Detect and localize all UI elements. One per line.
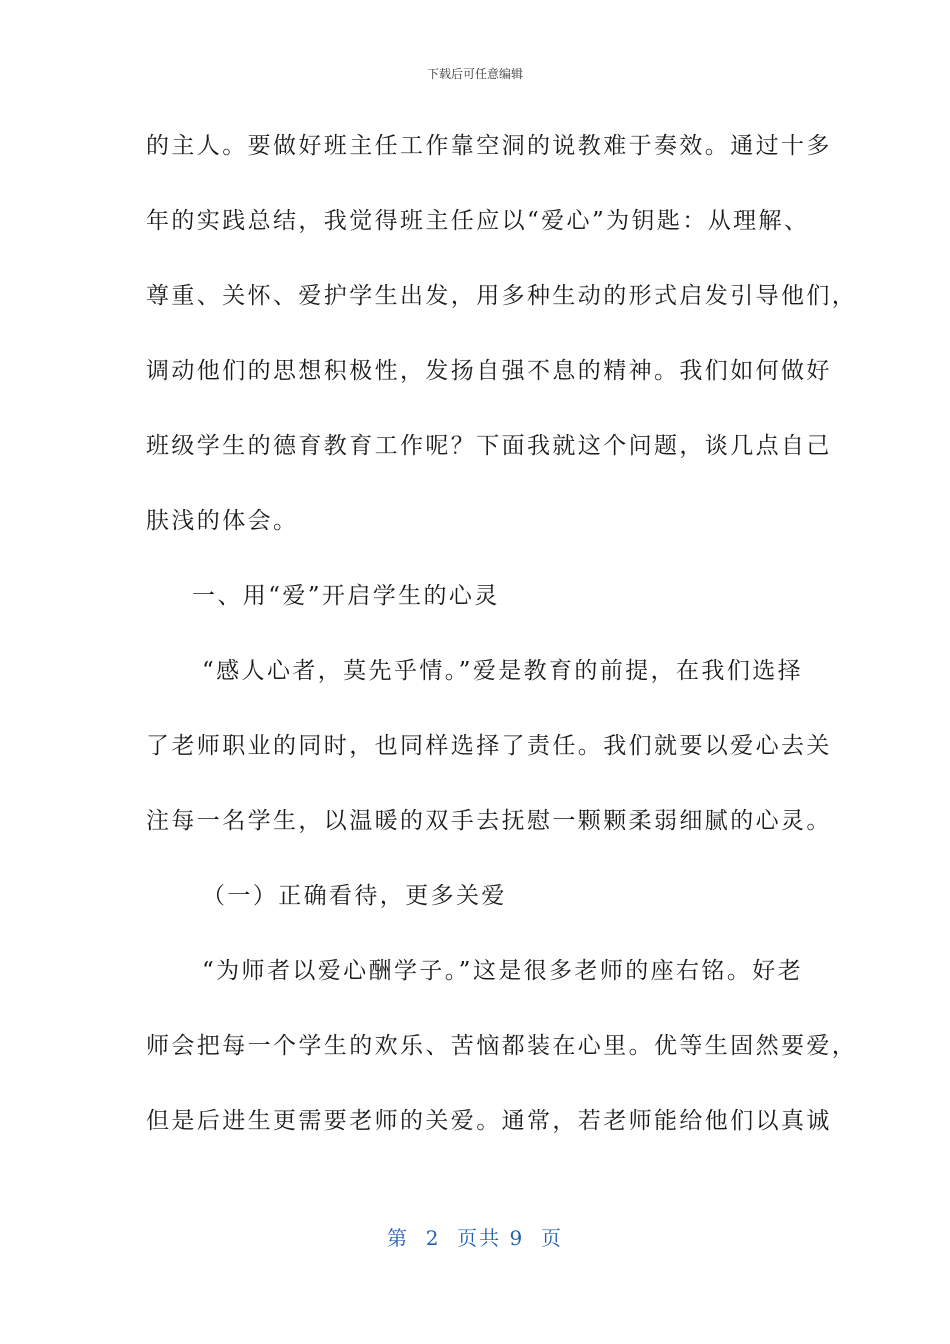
text-line: 师会把每一个学生的欢乐、苦恼都装在心里。优等生固然要爱， [146, 1033, 858, 1059]
subsection-heading: （一）正确看待，更多关爱 [202, 883, 507, 909]
document-body [146, 122, 858, 1172]
text-line: 但是后进生更需要老师的关爱。通常，若老师能给他们以真诚 [146, 1108, 832, 1134]
text-line: 注每一名学生，以温暖的双手去抚慰一颗颗柔弱细腻的心灵。 [146, 808, 832, 834]
text-line: 肤浅的体会。 [146, 508, 299, 534]
text-line: 年的实践总结，我觉得班主任应以“爱心”为钥匙：从理解、 [146, 208, 810, 234]
page-number: 第 2 页共 9 页 [387, 1226, 563, 1250]
text-line: 班级学生的德育教育工作呢？下面我就这个问题，谈几点自己 [146, 433, 832, 459]
text-line: “为师者以爱心酬学子。”这是很多老师的座右铭。好老 [202, 958, 804, 984]
page-header: 下载后可任意编辑 [426, 67, 523, 81]
section-heading: 一、用“爱”开启学生的心灵 [192, 583, 500, 609]
text-line: 的主人。要做好班主任工作靠空洞的说教难于奏效。通过十多 [146, 133, 832, 159]
text-line: “感人心者，莫先乎情。”爱是教育的前提，在我们选择 [202, 658, 804, 684]
text-line: 了老师职业的同时，也同样选择了责任。我们就要以爱心去关 [146, 733, 832, 759]
text-line: 尊重、关怀、爱护学生出发，用多种生动的形式启发引导他们， [146, 283, 858, 309]
text-line: 调动他们的思想积极性，发扬自强不息的精神。我们如何做好 [146, 358, 832, 384]
